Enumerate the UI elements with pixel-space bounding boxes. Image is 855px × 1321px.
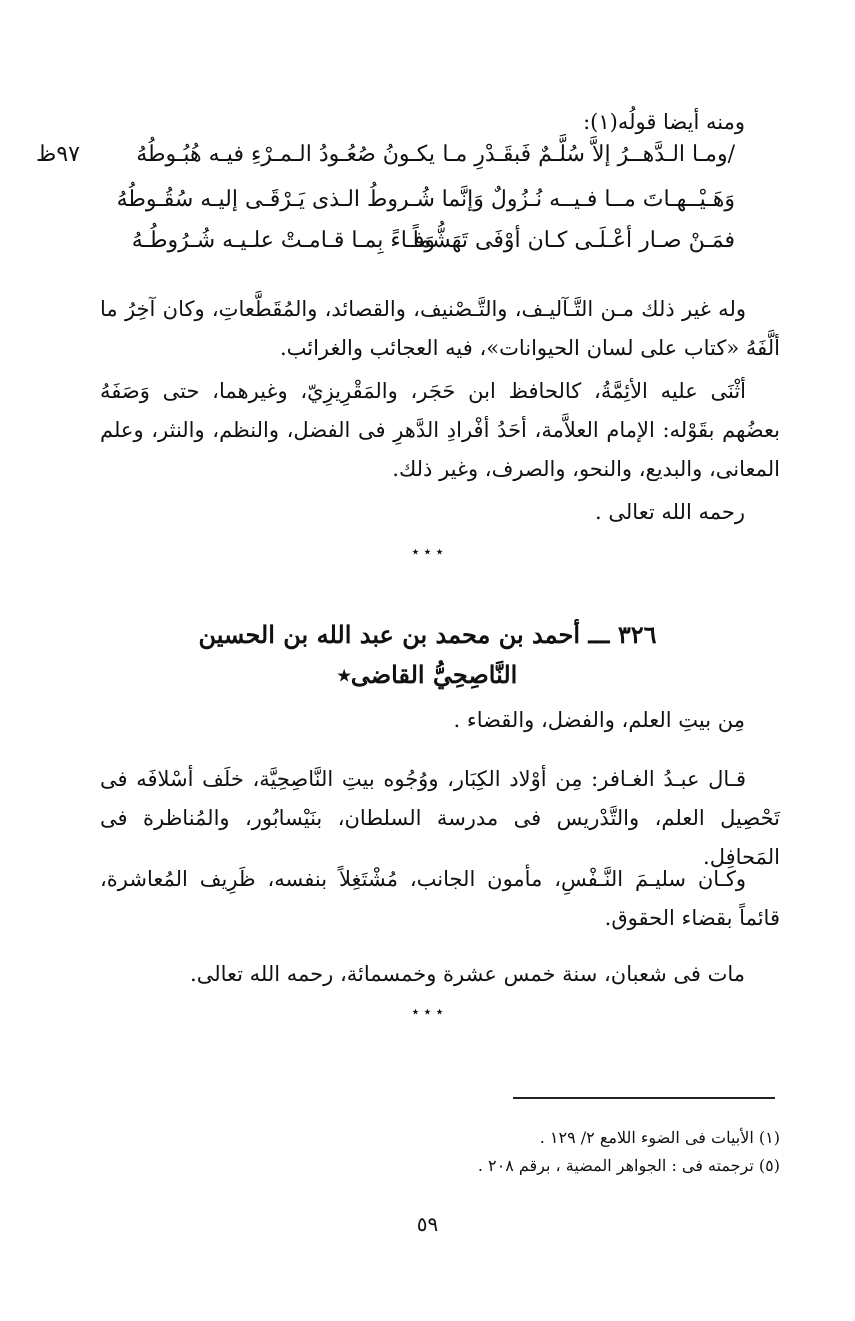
- section-separator-end: ٭ ٭ ٭: [411, 1004, 444, 1020]
- footnote-biography: (٥) ترجمته فى : الجواهر المضية ، برقم ٢٠٨ .: [477, 1156, 780, 1175]
- footnote-rule: [513, 1097, 775, 1099]
- paragraph-house: مِن بيتِ العلم، والفضل، والقضاء .: [453, 708, 745, 732]
- paragraph-death: مات فى شعبان، سنة خمس عشرة وخمسمائة، رحمه الله تعالى.: [190, 962, 745, 986]
- verse-line: [115, 187, 735, 223]
- margin-folio-note: ٩٧ظ: [36, 142, 80, 167]
- entry-heading-nisba: النَّاصِحِيُّ القاضى٭: [337, 660, 518, 689]
- paragraph-works: وله غير ذلك مـن التَّـآليـف، والتَّـصْنيف، والقصائد، والمُقَطَّعاتِ، وكان آخِرُ ما ألَّفَهُ «كتاب على لسان الحيوانات»، فيه العجائب والغرائب.: [100, 297, 780, 360]
- verse-first-hemistich: /ومـا الـدَّهــرُ إلاَّ سُلَّـمٌ فَبقَـدْرِ مـا: [442, 142, 735, 167]
- verse-first-hemistich: فمَـنْ صـار أعْـلَـى كـان أوْفَى تَهَشُّماً: [412, 228, 735, 253]
- paragraph-character: وكـان سليـمَ النَّـفْسِ، مأمون الجانب، مُشْتَغِلاً بنفسه، ظَرِيف المُعاشرة، قائماً بقضاء الحقوق.: [100, 867, 780, 930]
- verse-line: [115, 142, 735, 178]
- verse-first-hemistich: وَهَـيْــهـاتَ مــا فـيــه نُـزُولٌ وَإنَّما: [441, 187, 735, 212]
- verse-intro: ومنه أيضا قولُه(١):: [583, 110, 745, 134]
- footnote-verses: (١) الأبيات فى الضوء اللامع ٢/ ١٢٩ .: [539, 1128, 780, 1147]
- verse-second-hemistich: يكـونُ صُعُـودُ الـمـرْءِ فيـه هُبُـوطُهُ: [136, 142, 435, 167]
- page-number: ٥٩: [416, 1212, 439, 1236]
- section-separator: ٭ ٭ ٭: [411, 544, 444, 560]
- paragraph-abd-alghafir: قـال عبـدُ الغـافر: مِن أوْلاد الكِبَار، ووُجُوه بيتِ النَّاصِحِيَّة، خلَف أسْلافَه فى تَحْصِيل العلم، والتَّدْريس فى مدرسة السلطان، بنَيْسابُور، والمُناظرة فى المَحافِل.: [100, 767, 780, 869]
- verse-line: [115, 228, 735, 264]
- entry-heading-name: ٣٢٦ ـــ أحمد بن محمد بن عبد الله بن الحسين: [198, 620, 657, 649]
- paragraph-mercy: رحمه الله تعالى .: [595, 500, 745, 524]
- paragraph-praise: أثْنَى عليه الأئِمَّةُ، كالحافظ ابن حَجَر، والمَقْرِيزِيّ، وغيرهما، حتى وَصَفَهُ بعضُهم بقَوْله: الإمام العلاَّمة، أحَدُ أفْرادِ الدَّهرِ فى الفضل، والنظم، والنثر، وعلم المعانى، والبديع، والنحو، والصرف، وغير ذلك.: [100, 379, 780, 481]
- verse-second-hemistich: وَفـاءً بِمـا قـامـتْ علـيـه شُـرُوطُـهُ: [131, 228, 435, 253]
- verse-second-hemistich: شُـروطُ الـذى يَـرْقَـى إليـه سُقُـوطُهُ: [116, 187, 435, 212]
